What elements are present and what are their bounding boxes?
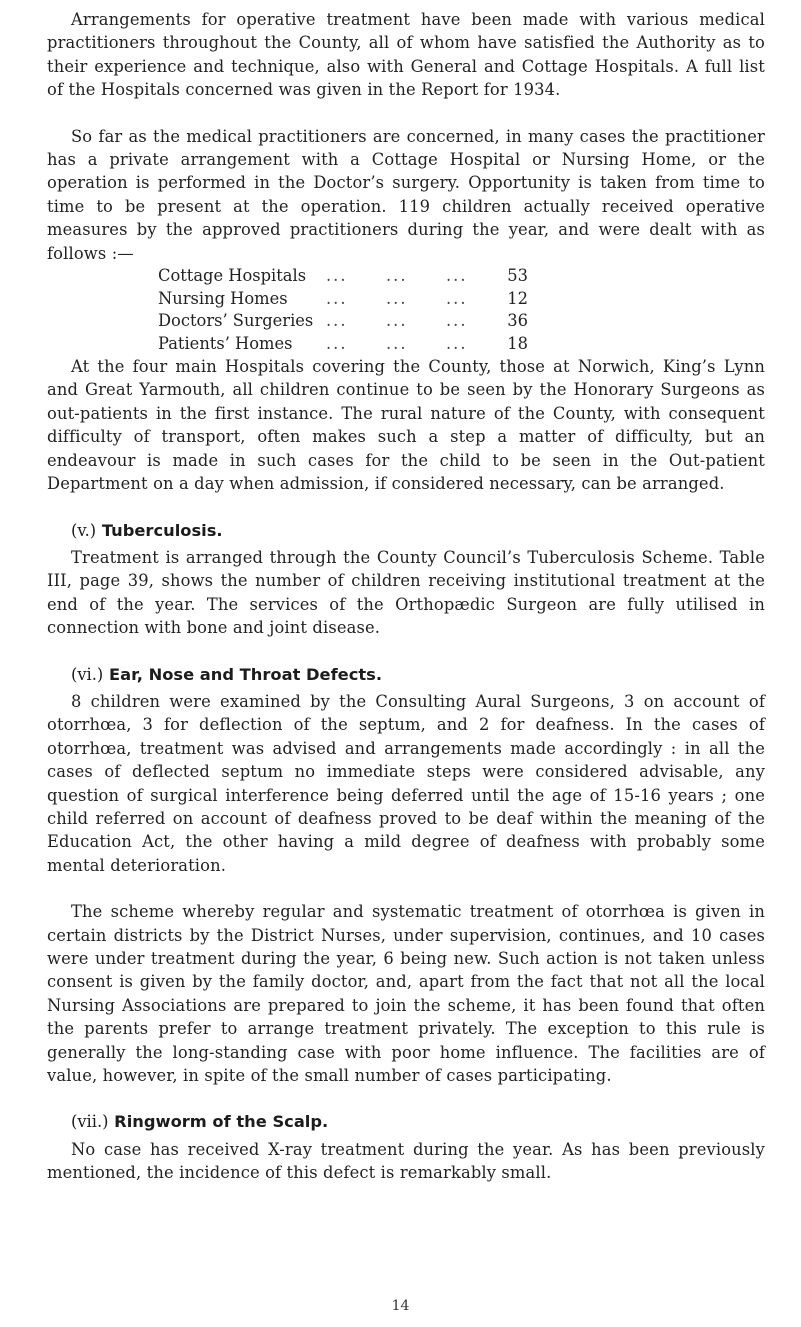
- section-title: Ringworm of the Scalp.: [114, 1112, 329, 1132]
- section-number: (vi.): [71, 664, 104, 684]
- paragraph-arrangements: Arrangements for operative treatment have been made with various medical practitioners throughout the County, all of whom have satisfied the Authority as to their experience and technique, also with General and Cottage Hospitals. A full list of the Hospitals concerned was given in the Report for 1934.: [47, 10, 765, 100]
- section-heading-ringworm: [71, 1110, 765, 1133]
- section-number: (vii.): [71, 1112, 109, 1132]
- document-page: [47, 8, 765, 1185]
- list-item: [158, 265, 528, 288]
- list-item: [158, 333, 528, 356]
- dot-leader: ... ... ...: [326, 288, 468, 308]
- dot-leader: ... ... ...: [326, 333, 468, 353]
- list-item: [158, 310, 528, 333]
- list-item-label: Cottage Hospitals: [158, 266, 307, 286]
- page-number: 14: [391, 1298, 410, 1314]
- list-item-label: Doctors’ Surgeries: [158, 311, 314, 331]
- list-item-value: 18: [507, 333, 528, 353]
- section-title: Tuberculosis.: [101, 520, 223, 540]
- list-item-label: Patients’ Homes: [158, 333, 293, 353]
- operations-list: [158, 265, 528, 355]
- section-title: Ear, Nose and Throat Defects.: [108, 664, 383, 684]
- paragraph-medical-practitioners: So far as the medical practitioners are concerned, in many cases the practitioner has a private arrangement with a Cottage Hospital or Nursing Home, or the operation is performed in the Doctor’s surgery. Opportunity is taken from time to time to be present at the operation. 119 children actually received operative measures by the approved practitioners during the year, and were dealt with as follows :—: [47, 126, 765, 263]
- paragraph-aural-surgeons: 8 children were examined by the Consulting Aural Surgeons, 3 on account of otorrhœa, 3 for deflection of the septum, and 2 for deafness. In the cases of otorrhœa, treatment was advised and arrangements made accordingly : in all the cases of deflected septum no immediate steps were considered advisable, any question of surgical interference being deferred until the age of 15-16 years ; one child referred on account of deafness proved to be deaf within the meaning of the Education Act, the other having a mild degree of deafness with probably some mental deterioration.: [47, 691, 765, 875]
- list-item-label: Nursing Homes: [158, 288, 288, 308]
- paragraph-otorrhoea-scheme: The scheme whereby regular and systematic treatment of otorrhœa is given in certain districts by the District Nurses, under supervision, continues, and 10 cases were under treatment during the year, 6 being new. Such action is not taken unless consent is given by the family doctor, and, apart from the fact that not all the local Nursing Associations are prepared to join the scheme, it has been found that often the parents prefer to arrange treatment privately. The exception to this rule is generally the long-standing case with poor home influence. The facilities are of value, however, in spite of the small number of cases participating.: [47, 902, 765, 1086]
- section-number: (v.): [71, 520, 97, 540]
- paragraph-main-hospitals: At the four main Hospitals covering the County, those at Norwich, King’s Lynn and Great Yarmouth, all children continue to be seen by the Honorary Surgeons as out-patients in the first instance. The rural nature of the County, with consequent difficulty of transport, often makes such a step a matter of difficulty, but an endeavour is made in such cases for the child to be seen in the Out-patient Department on a day when admission, if considered necessary, can be arranged.: [47, 357, 765, 494]
- section-heading-ear-nose-throat: [71, 663, 765, 686]
- list-item-value: 36: [507, 311, 528, 331]
- list-item-value: 12: [507, 288, 528, 308]
- dot-leader: ... ... ...: [326, 311, 468, 331]
- list-item: [158, 288, 528, 311]
- dot-leader: ... ... ...: [326, 266, 468, 286]
- section-heading-tuberculosis: [71, 519, 765, 542]
- list-item-value: 53: [507, 266, 528, 286]
- paragraph-ringworm: No case has received X-ray treatment during the year. As has been previously mentioned, the incidence of this defect is remarkably small.: [47, 1139, 765, 1183]
- paragraph-tuberculosis: Treatment is arranged through the County Council’s Tuberculosis Scheme. Table III, page 39, shows the number of children receiving institutional treatment at the end of the year. The services of the Orthopædic Surgeon are fully utilised in connection with bone and joint disease.: [47, 547, 765, 638]
